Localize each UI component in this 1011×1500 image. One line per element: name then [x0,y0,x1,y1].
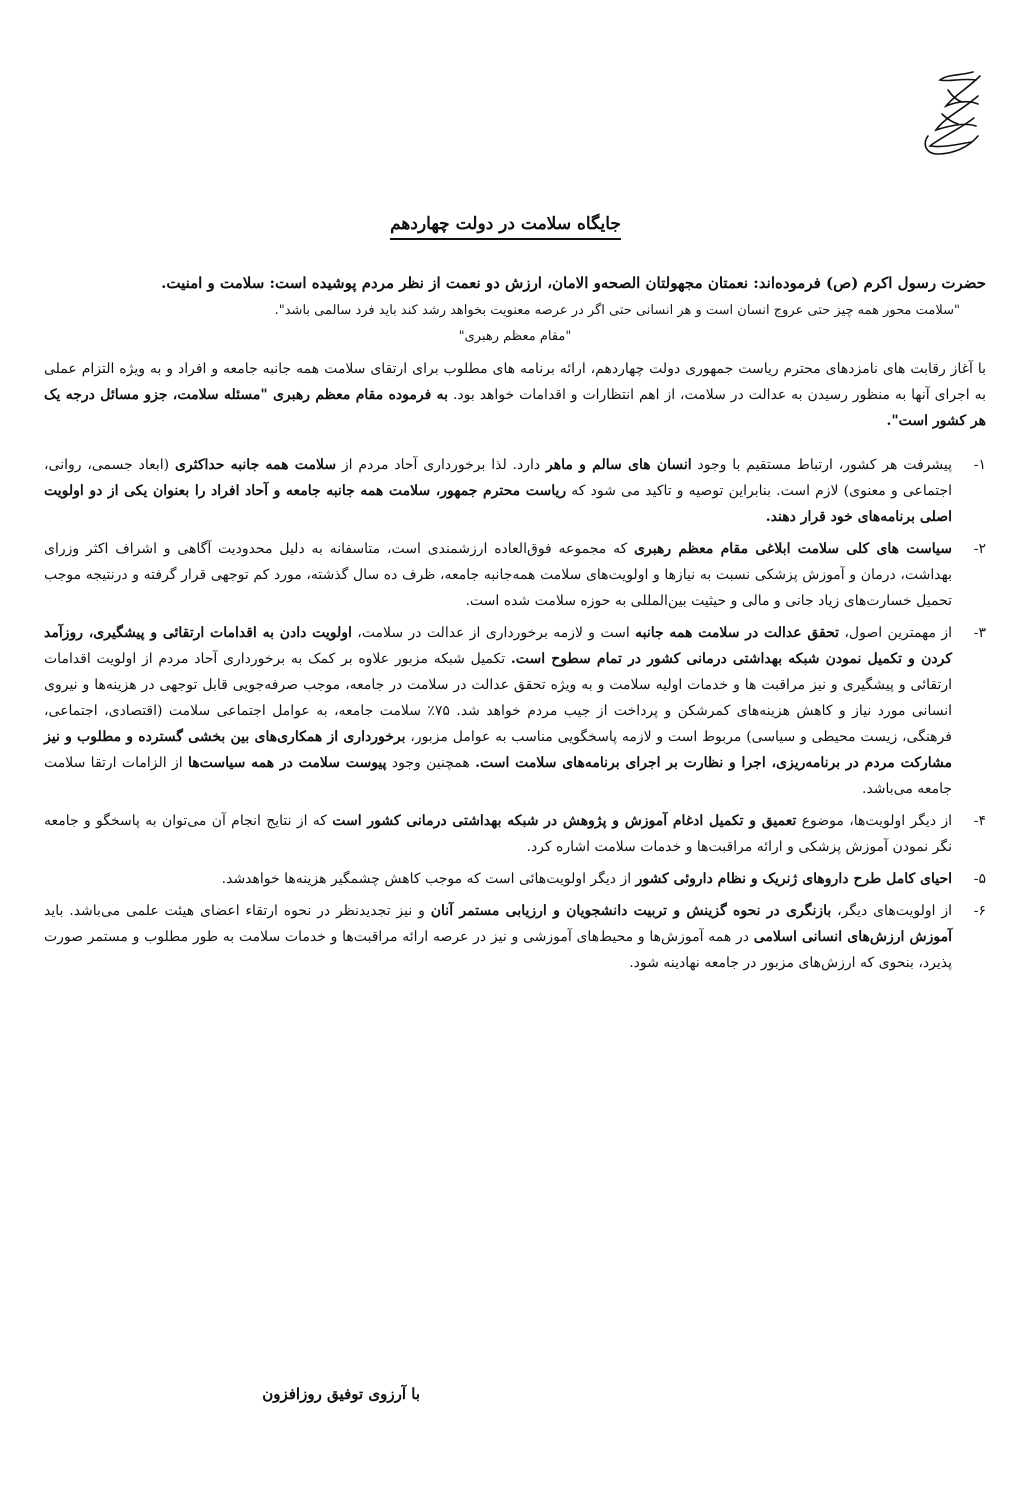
text-segment: که از نتایج انجام آن می‌توان به پاسخگو و جامعه نگر نمودن آموزش پزشکی و ارائه مراقبت‌ها و خدمات سلامت اشاره کرد. [44,813,952,855]
list-item-number: ۵- [973,871,986,887]
list-item-text [44,808,952,860]
text-segment: در همه آموزش‌ها و محیط‌های آموزشی و نیز در عرصه ارائه مراقبت‌ها و خدمات سلامت به طور مطلوب و مستمر صورت پذیرد، بنحوی که ارزش‌های مزبور در جامعه نهادینه شود. [44,929,952,971]
list-item-text [44,536,952,614]
list-item [44,620,986,802]
hadith-line: حضرت رسول اکرم (ص) فرموده‌اند: نعمتان مجهولتان الصحه‌و الامان، ارزش دو نعمت از نظر مردم پوشیده است: سلامت و امنیت. [161,274,986,292]
list-item-text [44,452,952,530]
handwritten-signature [918,66,988,158]
document-title [300,214,711,234]
emphasized-text: تحقق عدالت در سلامت همه جانبه [635,625,840,641]
text-segment: دارد. لذا برخورداری آحاد مردم از [336,457,546,473]
quote-source: "مقام معظم رهبری" [458,329,572,344]
closing-line: با آرزوی توفیق روزافزون [262,1385,420,1403]
text-segment: که مجموعه فوق‌العاده ارزشمندی است، متاسفانه به دلیل محدودیت آگاهی و اشراف اکثر وزرای بهداشت، درمان و آموزش پزشکی نسبت به نیازها و اولویت‌های سلامت همه‌جانبه جامعه، ظرف ده سال گذشته، مورد کم توجهی قرار گرفته و درنتیجه موجب تحمیل خسارت‌های زیاد جانی و مالی و حیثیت بین‌المللی به حوزه سلامت شده است. [44,541,952,609]
leader-quote: "سلامت محور همه چیز حتی عروج انسان است و هر انسانی حتی اگر در عرصه معنویت بخواهد رشد کند باید فرد سالمی باشد". [274,303,960,318]
list-item [44,866,986,892]
emphasized-text: بازنگری در نحوه گزینش و تربیت دانشجویان و ارزیابی مستمر آنان [430,903,832,919]
list-item-number: ۳- [973,625,986,641]
text-segment: پیشرفت هر کشور، ارتباط مستقیم با وجود [691,457,952,473]
list-item-text [44,866,952,892]
intro-paragraph-bold: به فرموده مقام معظم رهبری "مسئله سلامت، جزو مسائل درجه یک هر کشور است". [44,387,986,429]
emphasized-text: برخورداری از همکاری‌های بین بخشی گسترده و مطلوب و نیز مشارکت مردم در برنامه‌ریزی، اجرا و نظارت بر اجرای برنامه‌های سلامت است. [44,729,952,771]
list-item-text [44,898,952,976]
text-segment: از اولویت‌های دیگر، [831,903,952,919]
intro-paragraph-text: با آغاز رقابت های نامزدهای محترم ریاست جمهوری دولت چهاردهم، ارائه برنامه های مطلوب برای ارتقای سلامت همه جانبه جامعه و افراد و به ویژه التزام عملی به اجرای آنها به منظور رسیدن به عدالت در سلامت، از اهم انتظارات و اقدامات خواهد بود. [44,361,987,403]
text-segment: تکمیل شبکه مزبور علاوه بر کمک به برخورداری آحاد مردم از اولویت اقدامات ارتقائی و پیشگیری و نیز مراقبت ها و خدمات اولیه سلامت و به ویژه تحقق عدالت در سلامت در جامعه، موجب صرفه‌جویی قابل توجهی در هزینه‌ها و نیروی انسانی مورد نیاز و کاهش هزینه‌های کمرشکن و پرداخت از جیب مردم خواهد شد. ۷۵٪ سلامت جامعه، به عوامل اجتماعی سلامت (اقتصادی، اجتماعی، فرهنگی، زیست محیطی و سیاسی) مربوط است و لازمه پاسخگویی مناسب به عوامل مزبور، [44,651,952,745]
text-segment: و نیز تجدیدنظر در نحوه ارتقاء اعضای هیئت علمی می‌باشد. باید [44,903,431,919]
document-body [44,270,986,982]
emphasized-text: احیای کامل طرح داروهای ژنریک و نظام داروئی کشور [635,871,952,887]
emphasized-text: انسان های سالم و ماهر [545,457,692,473]
text-segment: از دیگر اولویت‌هائی است که موجب کاهش چشمگیر هزینه‌ها خواهدشد. [221,871,636,887]
emphasized-text: سلامت همه جانبه حداکثری [174,457,337,473]
text-segment: (ابعاد جسمی، روانی، اجتماعی و معنوی) لازم است. بنابراین توصیه و تاکید می شود که [44,457,952,499]
emphasized-text: ریاست محترم جمهور، سلامت همه جانبه جامعه و آحاد افراد را بعنوان یکی از دو اولویت اصلی برنامه‌های خود قرار دهند. [44,483,952,525]
numbered-list [44,452,986,976]
list-item-text [44,620,952,802]
list-item-number: ۱- [973,457,986,473]
text-segment: از مهمترین اصول، [839,625,952,641]
emphasized-text: پیوست سلامت در همه سیاست‌ها [187,755,387,771]
list-item [44,898,986,976]
list-item-number: ۲- [973,541,986,557]
text-segment: همچنین وجود [386,755,476,771]
emphasized-text: اولویت دادن به اقدامات ارتقائی و پیشگیری، روزآمد کردن و تکمیل نمودن شبکه بهداشتی درمانی کشور در تمام سطوح است. [44,625,953,667]
list-item-number: ۴- [973,813,986,829]
text-segment: از الزامات ارتقا سلامت جامعه می‌باشد. [44,755,952,797]
list-item [44,536,986,614]
emphasized-text: تعمیق و تکمیل ادغام آموزش و پژوهش در شبکه بهداشتی درمانی کشور است [332,813,797,829]
list-item [44,808,986,860]
list-item-number: ۶- [973,903,986,919]
emphasized-text: آموزش ارزش‌های انسانی اسلامی [753,929,952,945]
text-segment: است و لازمه برخورداری از عدالت در سلامت، [351,625,636,641]
intro-paragraph [44,356,986,434]
document-title-text: جایگاه سلامت در دولت چهاردهم [390,214,621,240]
emphasized-text: سیاست های کلی سلامت ابلاغی مقام معظم رهبری [634,541,952,557]
list-item [44,452,986,530]
text-segment: از دیگر اولویت‌ها، موضوع [796,813,953,829]
